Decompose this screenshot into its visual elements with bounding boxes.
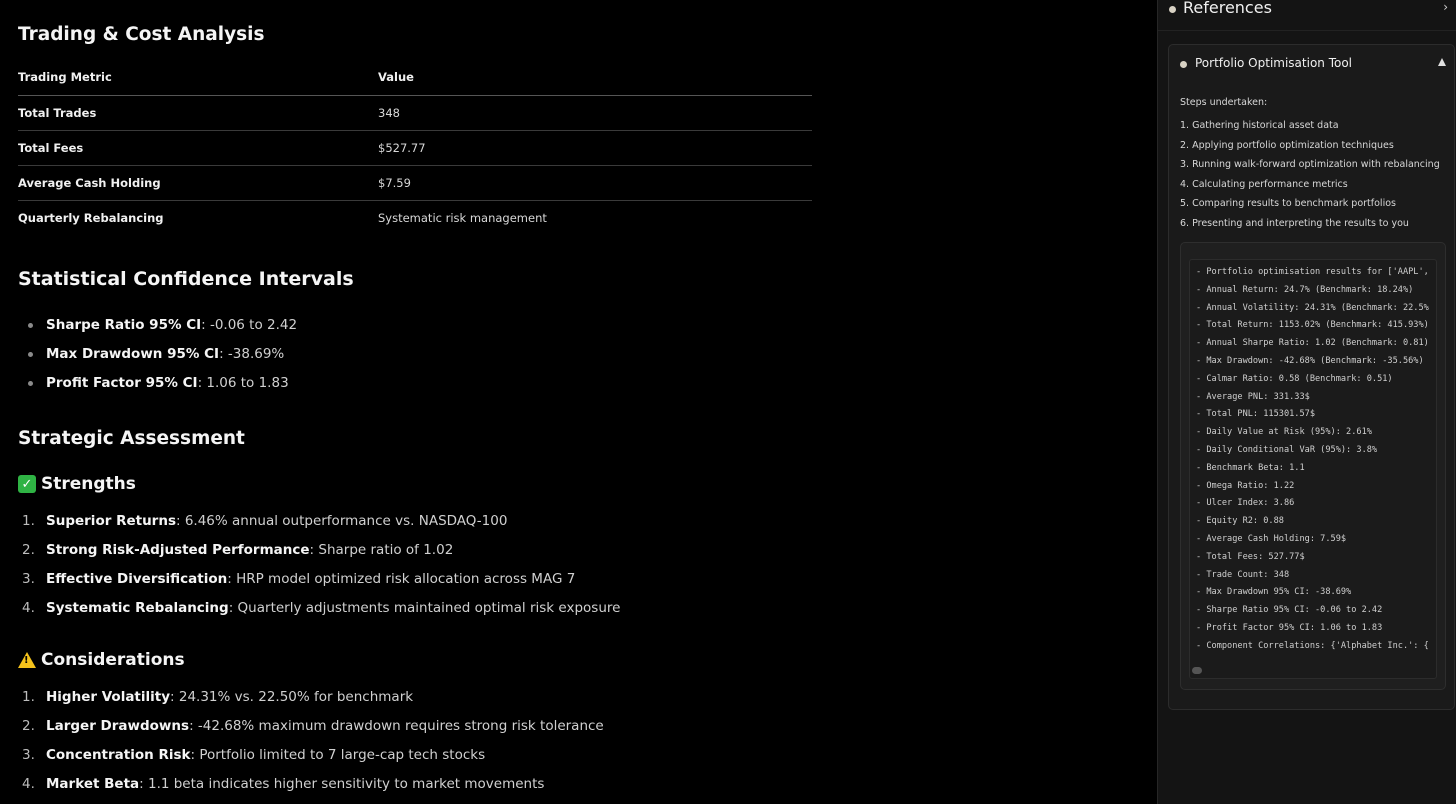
check-mark-icon: ✓ [18,475,36,493]
divider [1158,30,1456,31]
item-label: Systematic Rebalancing [46,600,229,616]
table-row [18,165,812,200]
item-label: Market Beta [46,776,140,792]
bullet-dot-icon [1180,61,1187,68]
list-item [22,597,621,626]
considerations-title: Considerations [41,650,185,670]
metric-cell: Total Fees [18,130,378,165]
value-cell: $527.77 [378,130,812,165]
item-value: : 6.46% annual outperformance vs. NASDAQ-100 [176,513,508,529]
considerations-heading [18,650,185,670]
item-number: 2. [22,718,35,734]
list-item: 5. Comparing results to benchmark portfolios [1180,198,1396,210]
ci-value: : 1.06 to 1.83 [197,375,289,391]
ci-section-title: Statistical Confidence Intervals [18,268,354,290]
tool-card [1168,44,1455,710]
list-item [22,539,620,568]
item-value: : -42.68% maximum drawdown requires strong risk tolerance [189,718,604,734]
confidence-interval-list [46,314,297,401]
steps-list [1180,119,1456,237]
item-number: 1. [22,513,35,529]
collapse-caret-icon[interactable] [1438,58,1446,66]
item-number: 3. [22,571,35,587]
item-number: 3. [22,747,35,763]
references-sidebar [1157,0,1456,804]
list-item: 4. Calculating performance metrics [1180,178,1348,190]
list-item [22,744,604,773]
strengths-list [22,510,621,626]
trading-section-title: Trading & Cost Analysis [18,24,265,45]
list-item [46,314,297,343]
horizontal-scrollbar[interactable] [1192,667,1202,674]
considerations-list [22,686,604,802]
list-item [22,773,604,802]
item-value: : Portfolio limited to 7 large-cap tech stocks [190,747,486,763]
item-label: Superior Returns [46,513,176,529]
ci-label: Max Drawdown 95% CI [46,346,220,362]
results-text: - Portfolio optimisation results for ['AAPL', - Annual Return: 24.7% (Benchmark: 18.24%) - Annual Volatility: 24.31% (Benchmark: 22.5% - Total Return: 1153.02% (Benchmark: 415.93%) - Annual Sharpe Ratio: 1.02 (Benchmark: 0.81) - Max Drawdown: -42.68% (Benchmark: -35.56%) - Calmar Ratio: 0.58 (Benchmark: 0.51) - Average PNL: 331.33$ - Total PNL: 115301.57$ - Daily Value at Risk (95%): 2.61% - Daily Conditional VaR (95%): 3.8% - Benchmark Beta: 1.1 - Omega Ratio: 1.22 - Ulcer Index: 3.86 - Equity R2: 0.88 - Average Cash Holding: 7.59$ - Total Fees: 527.77$ - Trade Count: 348 - Max Drawdown 95% CI: -38.69% - Sharpe Ratio 95% CI: -0.06 to 2.42 - Profit Factor 95% CI: 1.06 to 1.83 - Component Correlations: {'Alphabet Inc.': { [1196,267,1429,651]
bullet-dot-icon [1169,6,1176,13]
list-item [22,715,604,744]
list-item [22,686,604,715]
value-cell: $7.59 [378,165,812,200]
references-title: References [1183,0,1272,17]
metric-cell: Total Trades [18,95,378,130]
trading-metrics-table [18,60,812,235]
item-value: : 1.1 beta indicates higher sensitivity to market movements [139,776,545,792]
assessment-section-title: Strategic Assessment [18,428,245,449]
metric-cell: Average Cash Holding [18,165,378,200]
item-value: : 24.31% vs. 22.50% for benchmark [170,689,414,705]
item-value: : Quarterly adjustments maintained optimal risk exposure [228,600,621,616]
item-number: 4. [22,600,35,616]
warning-icon: ! [18,652,36,668]
item-label: Higher Volatility [46,689,171,705]
list-item: 3. Running walk-forward optimization with rebalancing [1180,159,1440,171]
list-item [22,568,620,597]
ci-value: : -0.06 to 2.42 [201,317,298,333]
item-label: Strong Risk-Adjusted Performance [46,542,310,558]
item-number: 2. [22,542,35,558]
strengths-heading [18,474,136,494]
tool-card-title: Portfolio Optimisation Tool [1195,56,1353,70]
steps-title: Steps undertaken: [1180,97,1268,108]
results-output-panel [1180,242,1446,690]
table-row [18,200,812,235]
strengths-title: Strengths [41,474,136,494]
item-label: Effective Diversification [46,571,228,587]
item-number: 4. [22,776,35,792]
ci-value: : -38.69% [219,346,285,362]
list-item: 1. Gathering historical asset data [1180,120,1339,131]
value-cell: Systematic risk management [378,210,547,225]
table-row [18,95,812,130]
chevron-right-icon[interactable]: › [1443,0,1448,14]
list-item [46,372,297,401]
column-header-metric: Trading Metric [18,60,378,95]
results-code-block[interactable] [1189,259,1437,679]
list-item: 2. Applying portfolio optimization techniques [1180,139,1394,151]
item-number: 1. [22,689,35,705]
item-value: : Sharpe ratio of 1.02 [309,542,454,558]
ci-label: Profit Factor 95% CI [46,375,198,391]
table-row [18,130,812,165]
metric-cell: Quarterly Rebalancing [18,210,164,225]
references-header[interactable] [1158,0,1456,22]
list-item [46,343,297,372]
value-cell: 348 [378,95,812,130]
table-header-row [18,60,812,95]
item-value: : HRP model optimized risk allocation across MAG 7 [227,571,576,587]
ci-label: Sharpe Ratio 95% CI [46,317,202,333]
column-header-value: Value [378,60,812,95]
list-item: 6. Presenting and interpreting the results to you [1180,217,1409,229]
list-item [22,510,620,539]
item-label: Concentration Risk [46,747,191,763]
item-label: Larger Drawdowns [46,718,190,734]
